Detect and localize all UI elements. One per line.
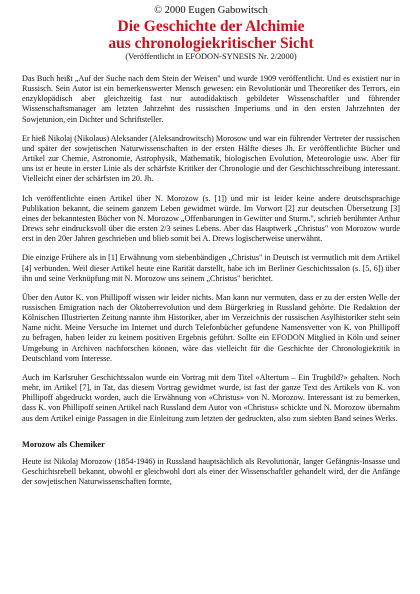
- body-paragraph-4: Die einzige Frühere als in [1] Erwähnung vom siebenbändigen „Christus" in Deutsch ist vermutlich mit dem Artikel [4] verbunden. Weil dieser Artikel heute eine Rarität darstellt, habe ich im Berliner Geschichtssalon (s. [5, 6]) über ihn und seine Verknüpfung mit N. Morozow uns seinem „Christus" berichtet.: [22, 253, 400, 283]
- body-paragraph-3: Ich veröffentlichte einen Artikel über N. Morozow (s. [1]) und mir ist leider keine andere deutschsprachige Publikation bekannt, die seinem ganzem Leben gewidmet würde. Im Vorwort [2] zur deutschen Übersetzung [3] eines der bekanntesten Bücher von N. Morozow „Offenbarungen in Gewitter und Sturm.", schrieb berühmter Arthur Drews sehr eindrucksvoll über die ersten 2/3 seines Lebens. Aber das Hauptwerk „Christus" von Morozow wurde erst in den 20er Jahren geschrieben und blieb somit bei A. Drews logischerweise unerwähnt.: [22, 193, 400, 244]
- title-line-1: Die Geschichte der Alchimie: [117, 18, 305, 35]
- copyright-line: © 2000 Eugen Gabowitsch: [154, 5, 268, 16]
- body-paragraph-2: Er hieß Nikolaj (Nikolaus) Aleksander (Aleksandrowitsch) Morosow und war ein führender Vertreter der russischen und später der sowjetischen Naturwissenschaften in der ersten Hälfte dieses Jh. Er veröffentlichte Bücher und Artikel zur Chemie, Astronomie, Astrophysik, Mathematik, biologischen Evolution, Meteorologie usw. Aber für uns ist er heute in erster Linie als der schärfste Kritiker der Chronologie und der Geschichtsschreibung interessant. Vielleicht einer der schärfsten im 20. Jh.: [22, 133, 400, 184]
- title-line-2: aus chronologiekritischer Sicht: [108, 35, 314, 52]
- body-paragraph-6: Auch im Karlsruher Geschichtssalon wurde ein Vortrag mit dem Titel «Altertum – Ein Trugbild?» gehalten. Noch mehr, im Artikel [7], in Tat, das diesem Vortrag gewidmet wurde, ist fast der ganze Text des Artikels von K. von Phillipoff abgedruckt worden, auch die Erwähnung von «Christus» von N. Morozow. Interessant ist zu bemerken, dass K. von Phillipoff seinen Artikel nach Russland dem Autor von «Christus» schickte und N. Morozow übernahm aus dem Artikel einige Passagen in die Einleitung zum letzten der gedruckten, also zum siebten Band seines Werks.: [22, 372, 400, 423]
- document-title: [22, 18, 400, 52]
- section-heading: Morozow als Chemiker: [22, 439, 105, 449]
- body-paragraph-1: Das Buch heißt „Auf der Suche nach dem Stein der Weisen" und wurde 1909 veröffentlicht. Und es existiert nur in Russisch. Sein Autor ist ein bemerkenswerter Mensch gewesen: ein Revolutionär und Theoretiker des Terrors, ein enzyklopädisch aber gleichzeitig fast nur autodidaktisch gebildeter Wissenschaftler und führender Wissenschaftsmanager am letzten Jahrzehnt des russischen Imperiums und in den ersten Jahrzehnten der Sowjetunion, ein Dichter und Schriftsteller.: [22, 74, 400, 124]
- section-paragraph: Heute ist Nikolaj Morozow (1854-1946) in Russland hauptsächlich als Revolutionär, langer Gefängnis-Insasse und Geschichtsrebell bekannt, obwohl er gleichwohl dort als einer der Wissenschaftler gehandelt wird, der die Anfänge der sowjetischen Naturwissenschaften formte,: [22, 456, 400, 486]
- body-paragraph-5: Über den Autor K. von Phillipoff wissen wir leider nichts. Man kann nur vermuten, dass er zu der ersten Welle der russischen Emigration nach der Oktoberrevolution und dem Bürgerkrieg in Russland gehörte. Die Redaktion der Kölnischen Illustrierten Zeitung nannte ihm Historiker, aber im Verzeichnis der russischen Asylhistoriker steht sein Name nicht. Meine Versuche im Internet und durch Telefonbücher gefundene Namensvetter von K. von Phillipoff zu befragen, haben leider zu keinem positiven Ergebnis geführt. Sollte ein EFODON Mitglied in Köln und seiner Umgebung in Archiven nachforschen können, wäre das vielleicht für die Geschichte der Chronologiekritik in Deutschland vom Interesse.: [22, 292, 400, 363]
- publication-note: (Veröffentlicht in EFODON-SYNESIS Nr. 2/2000): [125, 52, 297, 61]
